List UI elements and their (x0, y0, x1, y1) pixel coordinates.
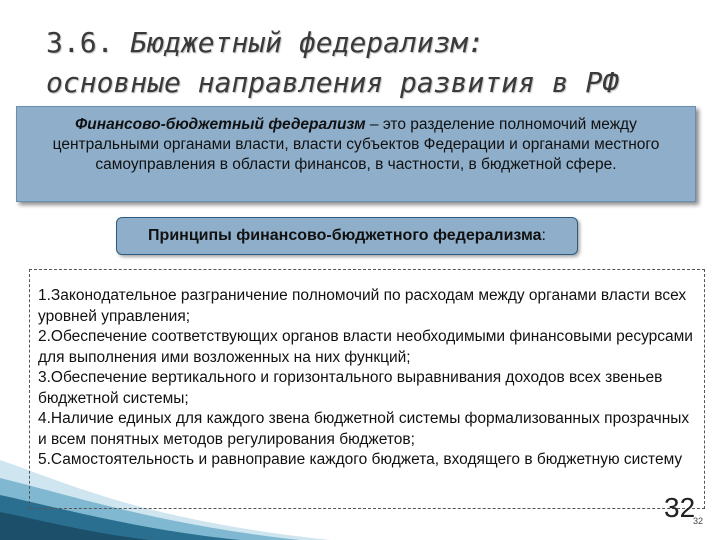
list-item: 3.Обеспечение вертикального и горизонтального выравнивания доходов всех звеньев бюджетной системы; (38, 369, 663, 407)
principles-heading (116, 217, 578, 255)
list-item: 5.Самостоятельность и равноправие каждого бюджета, входящего в бюджетную систему (38, 451, 683, 468)
slide-title-line-2 (46, 66, 619, 99)
title-number: 3.6. (46, 26, 114, 59)
principles-list (29, 269, 705, 509)
title-text-2: основные направления развития в РФ (46, 66, 620, 99)
list-item: 2.Обеспечение соответствующих органов власти необходимыми финансовыми ресурсами для выполнения ими возложенных на них функций; (38, 328, 693, 366)
slide-title-line-1 (46, 26, 484, 59)
principles-heading-text: Принципы финансово-бюджетного федерализма (148, 227, 542, 244)
page-number: 32 (664, 492, 696, 523)
definition-text: – это разделение полномочий между центральными органами власти, власти субъектов Федерации и органами местного самоуправления в области финансов, в частности, в бюджетной сфере. (52, 116, 660, 173)
title-text-1: Бюджетный федерализм: (130, 26, 485, 59)
principles-heading-suffix: : (541, 227, 546, 244)
definition-box (16, 106, 696, 202)
definition-term: Финансово-бюджетный федерализм (75, 116, 366, 133)
list-item: 1.Законодательное разграничение полномочий по расходам между органами власти всех уровней управления; (38, 287, 687, 325)
list-item: 4.Наличие единых для каждого звена бюджетной системы формализованных прозрачных и всем понятных методов регулирования бюджетов; (38, 410, 690, 448)
page-number-small: 32 (693, 516, 704, 526)
